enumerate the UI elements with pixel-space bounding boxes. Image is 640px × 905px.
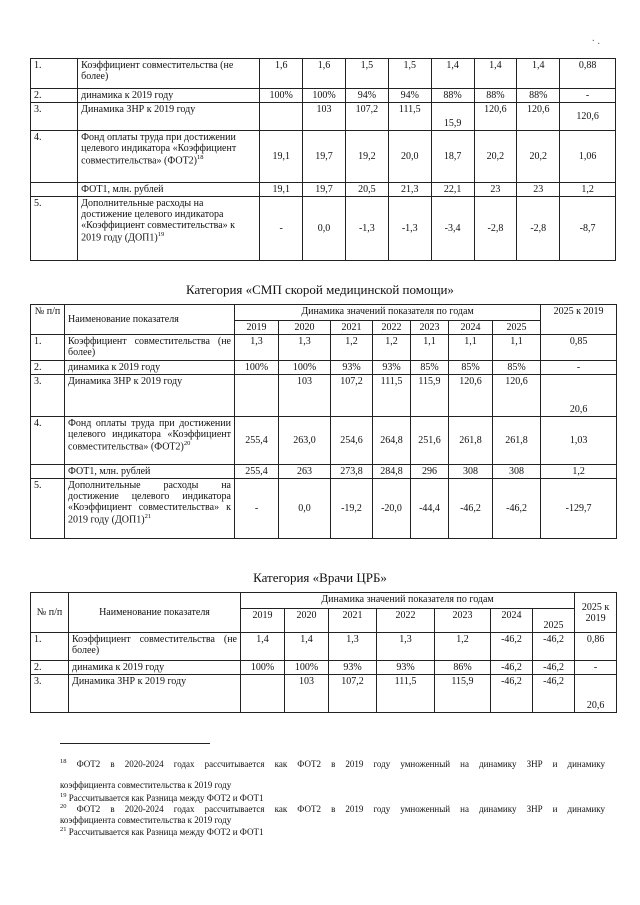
row-name-text: Динамика ЗНР к 2019 году — [72, 676, 187, 687]
row-name-text: динамика к 2019 году — [68, 362, 161, 373]
ratio-cell: - — [575, 661, 617, 675]
row-name-text: ФОТ1, млн. рублей — [81, 184, 164, 195]
table-row — [31, 59, 616, 89]
value-cell: 1,4 — [474, 59, 517, 89]
footnote-20-cont: коэффициента совместительства к 2019 году — [60, 815, 232, 825]
value-cell: 273,8 — [331, 465, 373, 479]
value-cell: -46,2 — [491, 675, 533, 713]
table-row — [31, 479, 617, 539]
value-cell: - — [260, 197, 303, 261]
value-cell: 103 — [279, 375, 331, 417]
row-number: 2. — [31, 361, 65, 375]
row-number: 5. — [31, 197, 78, 261]
value-cell: 111,5 — [373, 375, 411, 417]
value-cell: 100% — [260, 89, 303, 103]
value-cell: 103 — [285, 675, 329, 713]
header-name: Наименование показателя — [69, 593, 241, 633]
value-cell: 1,4 — [285, 633, 329, 661]
row-number: 1. — [31, 633, 69, 661]
value-cell: 1,3 — [279, 335, 331, 361]
table-row — [31, 417, 617, 465]
table-row — [31, 361, 617, 375]
value-cell: 1,3 — [329, 633, 377, 661]
value-cell: 0,0 — [279, 479, 331, 539]
year-header: 2021 — [329, 609, 377, 633]
row-number: 5. — [31, 479, 65, 539]
table-row — [31, 633, 617, 661]
ratio-cell: -129,7 — [541, 479, 617, 539]
value-cell: 120,6 — [449, 375, 493, 417]
footnote-19: $^{19}$ Рассчитывается как Разница между ФОТ2 и ФОТ1 — [60, 792, 264, 803]
value-cell: 1,1 — [449, 335, 493, 361]
year-header: 2025 — [493, 321, 541, 335]
value-cell: 103 — [303, 103, 346, 131]
row-number: 1. — [31, 59, 78, 89]
footnote-ref: 18 — [197, 154, 204, 161]
value-cell: 0,0 — [303, 197, 346, 261]
value-cell: 1,3 — [235, 335, 279, 361]
ratio-cell: 1,03 — [541, 417, 617, 465]
table-row — [31, 465, 617, 479]
ratio-cell: 0,85 — [541, 335, 617, 361]
row-name-text: Коэффициент совместительства (не более) — [81, 60, 234, 82]
ratio-cell: 120,6 — [560, 103, 616, 131]
row-name-text: Коэффициент совместительства (не более) — [72, 634, 237, 656]
table-row — [31, 183, 616, 197]
table-row — [31, 661, 617, 675]
ratio-cell: 1,2 — [541, 465, 617, 479]
value-cell: 251,6 — [411, 417, 449, 465]
value-cell: - — [235, 479, 279, 539]
value-cell: 107,2 — [329, 675, 377, 713]
value-cell: 94% — [388, 89, 431, 103]
value-cell: 23 — [517, 183, 560, 197]
ratio-cell: - — [560, 89, 616, 103]
row-number: 3. — [31, 375, 65, 417]
value-cell: 284,8 — [373, 465, 411, 479]
year-header: 2024 — [491, 609, 533, 633]
value-cell: 19,1 — [260, 183, 303, 197]
year-header: 2022 — [377, 609, 435, 633]
year-header: 2021 — [331, 321, 373, 335]
value-cell: 1,4 — [517, 59, 560, 89]
value-cell: 93% — [373, 361, 411, 375]
value-cell: 93% — [331, 361, 373, 375]
year-header: 2023 — [411, 321, 449, 335]
row-number: 2. — [31, 89, 78, 103]
year-header: 2024 — [449, 321, 493, 335]
value-cell: 1,6 — [303, 59, 346, 89]
value-cell: -3,4 — [431, 197, 474, 261]
footnote-20: $^{20}$ ФОТ2 в 2020-2024 годах рассчитывается как ФОТ2 в 2019 году умноженный на динамику ЗНР и динамику — [60, 803, 606, 814]
value-cell: -46,2 — [493, 479, 541, 539]
value-cell: 264,8 — [373, 417, 411, 465]
row-number — [31, 183, 78, 197]
footnote-divider — [60, 743, 210, 744]
ratio-cell: 0,88 — [560, 59, 616, 89]
row-number: 2. — [31, 661, 69, 675]
value-cell: -46,2 — [449, 479, 493, 539]
row-name — [65, 479, 235, 539]
table-row — [31, 675, 617, 713]
row-name — [78, 103, 260, 131]
value-cell: 1,2 — [331, 335, 373, 361]
value-cell: 15,9 — [431, 103, 474, 131]
row-name — [65, 465, 235, 479]
table-continuation — [30, 58, 616, 261]
value-cell: 1,2 — [373, 335, 411, 361]
value-cell: 20,5 — [345, 183, 388, 197]
value-cell: 107,2 — [345, 103, 388, 131]
value-cell: 263 — [279, 465, 331, 479]
section-title-smp: Категория «СМП скорой медицинской помощи» — [186, 282, 454, 297]
year-header: 2025 — [533, 609, 575, 633]
row-name — [65, 375, 235, 417]
row-name — [65, 417, 235, 465]
header-num: № п/п — [31, 305, 65, 335]
value-cell: 19,2 — [345, 131, 388, 183]
row-name-text: ФОТ1, млн. рублей — [68, 466, 151, 477]
value-cell: 1,1 — [493, 335, 541, 361]
value-cell: 111,5 — [377, 675, 435, 713]
table-row — [31, 131, 616, 183]
value-cell: -46,2 — [533, 661, 575, 675]
value-cell: 115,9 — [435, 675, 491, 713]
row-name — [78, 131, 260, 183]
value-cell: 22,1 — [431, 183, 474, 197]
value-cell: -20,0 — [373, 479, 411, 539]
value-cell: 23 — [474, 183, 517, 197]
row-name-text: динамика к 2019 году — [72, 662, 165, 673]
row-name-text: Дополнительные расходы на достижение целевого индикатора «Коэффициент совместительства» к 2019 году (ДОП1) — [81, 198, 236, 244]
ratio-cell: - — [541, 361, 617, 375]
row-number: 3. — [31, 675, 69, 713]
footnote-ref: 20 — [183, 440, 191, 447]
value-cell: -1,3 — [345, 197, 388, 261]
row-name-text: динамика к 2019 году — [81, 90, 174, 101]
value-cell: 19,7 — [303, 131, 346, 183]
value-cell: 1,5 — [388, 59, 431, 89]
value-cell: 255,4 — [235, 465, 279, 479]
value-cell: 85% — [449, 361, 493, 375]
row-name — [65, 335, 235, 361]
value-cell: -44,4 — [411, 479, 449, 539]
value-cell: 88% — [474, 89, 517, 103]
row-number: 4. — [31, 417, 65, 465]
year-header: 2023 — [435, 609, 491, 633]
value-cell: 115,9 — [411, 375, 449, 417]
value-cell: 263,0 — [279, 417, 331, 465]
row-number: 4. — [31, 131, 78, 183]
value-cell: 19,1 — [260, 131, 303, 183]
footnote-18-cont: коэффициента совместительства к 2019 году — [60, 780, 232, 790]
value-cell: 20,2 — [474, 131, 517, 183]
value-cell: 19,7 — [303, 183, 346, 197]
value-cell: 111,5 — [388, 103, 431, 131]
table-row — [31, 375, 617, 417]
row-name-text: Динамика ЗНР к 2019 году — [81, 104, 196, 115]
ratio-cell: 1,06 — [560, 131, 616, 183]
value-cell: 100% — [303, 89, 346, 103]
value-cell: 100% — [279, 361, 331, 375]
table-row — [31, 335, 617, 361]
value-cell — [241, 675, 285, 713]
year-header: 2019 — [241, 609, 285, 633]
value-cell: -1,3 — [388, 197, 431, 261]
ratio-cell: -8,7 — [560, 197, 616, 261]
row-name — [78, 197, 260, 261]
value-cell: 94% — [345, 89, 388, 103]
value-cell: 1,2 — [435, 633, 491, 661]
value-cell: 261,8 — [449, 417, 493, 465]
value-cell: 120,6 — [474, 103, 517, 131]
value-cell: 1,3 — [377, 633, 435, 661]
ratio-cell: 20,6 — [541, 375, 617, 417]
row-number: 3. — [31, 103, 78, 131]
value-cell: 20,2 — [517, 131, 560, 183]
row-name — [65, 361, 235, 375]
row-name — [69, 675, 241, 713]
value-cell: -46,2 — [533, 633, 575, 661]
corner-mark: · . — [591, 36, 600, 47]
row-number — [31, 465, 65, 479]
footnote-ref: 21 — [144, 513, 152, 520]
value-cell: 261,8 — [493, 417, 541, 465]
value-cell: 296 — [411, 465, 449, 479]
value-cell: 85% — [493, 361, 541, 375]
value-cell: 86% — [435, 661, 491, 675]
row-name-text: Коэффициент совместительства (не более) — [68, 336, 231, 358]
row-name-text: Фонд оплаты труда при достижении целевого индикатора «Коэффициент совместительства» (ФОТ2) — [81, 132, 237, 167]
table-row — [31, 197, 616, 261]
value-cell: -2,8 — [517, 197, 560, 261]
value-cell: 88% — [517, 89, 560, 103]
footnote-21: $^{21}$ Рассчитывается как Разница между ФОТ2 и ФОТ1 — [60, 826, 264, 837]
row-number: 1. — [31, 335, 65, 361]
year-header: 2020 — [279, 321, 331, 335]
table-crb — [30, 592, 617, 713]
row-name — [69, 633, 241, 661]
value-cell: 1,4 — [241, 633, 285, 661]
value-cell — [260, 103, 303, 131]
row-name — [78, 183, 260, 197]
value-cell: 1,1 — [411, 335, 449, 361]
value-cell: 20,0 — [388, 131, 431, 183]
value-cell: -2,8 — [474, 197, 517, 261]
value-cell: 308 — [449, 465, 493, 479]
value-cell: 1,4 — [431, 59, 474, 89]
row-name-text: Динамика ЗНР к 2019 году — [68, 376, 183, 387]
row-name-text: Дополнительные расходы на достижение целевого индикатора «Коэффициент совместительства» к 2019 году (ДОП1) — [68, 480, 231, 526]
value-cell: -46,2 — [491, 633, 533, 661]
table-row — [31, 103, 616, 131]
value-cell: 100% — [285, 661, 329, 675]
value-cell: 255,4 — [235, 417, 279, 465]
value-cell: 93% — [329, 661, 377, 675]
header-2025-vs-2019: 2025 к 2019 — [575, 593, 617, 633]
value-cell: -46,2 — [491, 661, 533, 675]
value-cell: 120,6 — [517, 103, 560, 131]
value-cell: 88% — [431, 89, 474, 103]
ratio-cell: 20,6 — [575, 675, 617, 713]
value-cell: -46,2 — [533, 675, 575, 713]
header-dynamics: Динамика значений показателя по годам — [235, 305, 541, 321]
row-name — [69, 661, 241, 675]
footnote-18: $^{18}$ ФОТ2 в 2020-2024 годах рассчитывается как ФОТ2 в 2019 году умноженный на динамику ЗНР и динамику — [60, 758, 606, 769]
header-num: № п/п — [31, 593, 69, 633]
row-name-text: Фонд оплаты труда при достижении целевого индикатора «Коэффициент совместительства» (ФОТ2) — [68, 418, 231, 453]
year-header: 2019 — [235, 321, 279, 335]
value-cell: 254,6 — [331, 417, 373, 465]
header-name: Наименование показателя — [65, 305, 235, 335]
footnote-ref: 19 — [157, 231, 165, 238]
header-2025-vs-2019: 2025 к 2019 — [541, 305, 617, 335]
value-cell — [235, 375, 279, 417]
section-title-crb: Категория «Врачи ЦРБ» — [253, 570, 387, 585]
header-dynamics: Динамика значений показателя по годам — [241, 593, 575, 609]
value-cell: 107,2 — [331, 375, 373, 417]
value-cell: 1,5 — [345, 59, 388, 89]
value-cell: 308 — [493, 465, 541, 479]
table-row — [31, 89, 616, 103]
value-cell: 85% — [411, 361, 449, 375]
table-smp — [30, 304, 617, 539]
value-cell: 21,3 — [388, 183, 431, 197]
value-cell: 100% — [235, 361, 279, 375]
value-cell: 18,7 — [431, 131, 474, 183]
row-name — [78, 89, 260, 103]
row-name — [78, 59, 260, 89]
ratio-cell: 0,86 — [575, 633, 617, 661]
value-cell: 100% — [241, 661, 285, 675]
year-header: 2022 — [373, 321, 411, 335]
value-cell: 120,6 — [493, 375, 541, 417]
value-cell: 93% — [377, 661, 435, 675]
value-cell: 1,6 — [260, 59, 303, 89]
ratio-cell: 1,2 — [560, 183, 616, 197]
value-cell: -19,2 — [331, 479, 373, 539]
year-header: 2020 — [285, 609, 329, 633]
